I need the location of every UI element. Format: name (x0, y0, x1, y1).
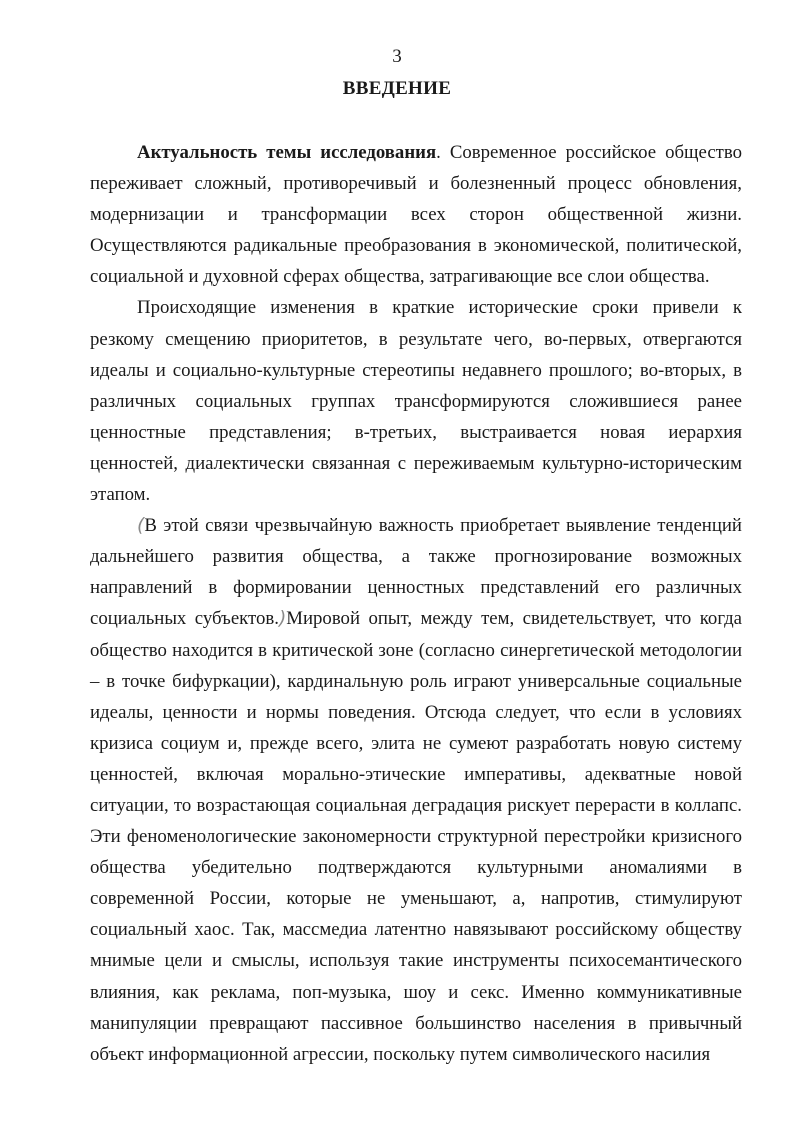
section-heading: ВВЕДЕНИЕ (342, 78, 452, 99)
page-number: 3 (392, 46, 402, 67)
paragraph-importance (90, 510, 742, 1070)
body-text (90, 137, 742, 1070)
paragraph-relevance (90, 137, 742, 292)
pencil-bracket-open: ( (137, 515, 145, 537)
pencil-bracket-close: ) (278, 608, 287, 630)
paragraph-text: Мировой опыт, между тем, свидетельствует, что когда общество находится в критической зоне (согласно синергетической методологии – в точке бифуркации), кардинальную роль играют универсальные социальные идеалы, ценности и нормы поведения. Отсюда следует, что если в условиях кризиса социум и, прежде всего, элита не сумеют разработать новую систему ценностей, включая морально-этические императивы, адекватные новой ситуации, то возрастающая социальная деградация рискует перерасти в коллапс. Эти феноменологические закономерности структурной перестройки кризисного общества убедительно подтверждаются культурными аномалиями в современной России, которые не уменьшают, а, напротив, стимулируют социальный хаос. Так, массмедиа латентно навязывают российскому обществу мнимые цели и смыслы, используя такие инструменты психосемантического влияния, как реклама, поп-музыка, шоу и секс. Именно коммуникативные манипуляции превращают пассивное большинство населения в привычный объект информационной агрессии, поскольку путем символического насилия (90, 608, 742, 1065)
paragraph-text: . Современное российское общество переживает сложный, противоречивый и болезненный процесс обновления, модернизации и трансформации всех сторон общественной жизни. Осуществляются радикальные преобразования в экономической, политической, социальной и духовной сферах общества, затрагивающие все слои общества. (90, 142, 742, 288)
paragraph-text: Происходящие изменения в краткие исторические сроки привели к резкому смещению приоритетов, в результате чего, во-первых, отвергаются идеалы и социально-культурные стереотипы недавнего прошлого; во-вторых, в различных социальных группах трансформируются сложившиеся ранее ценностные представления; в-третьих, выстраивается новая иерархия ценностей, диалектически связанная с переживаемым культурно-историческим этапом. (90, 297, 742, 506)
paragraph-changes (90, 292, 742, 510)
paragraph-text-marked: В этой связи чрезвычайную важность приобретает выявление тенденций дальнейшего развития общества, а также прогнозирование возможных направлений в формировании ценностных представлений его различных социальных субъектов. (90, 515, 742, 630)
paragraph-lead: Актуальность темы исследования (137, 142, 437, 163)
